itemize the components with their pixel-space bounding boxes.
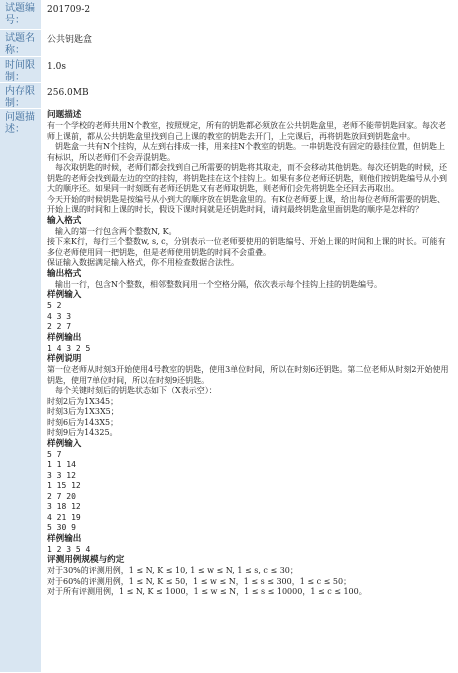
sample-output-2: 1 2 3 5 4 (47, 544, 91, 554)
output-paragraph: 输出一行，包含N个整数，相邻整数间用一个空格分隔，依次表示每个挂钩上挂的钥匙编号。 (55, 279, 382, 289)
explain-paragraph: 第一位老师从时刻3开始使用4号教室的钥匙，使用3单位时间，所以在时刻6还钥匙。第二位老师从时刻2开始使用钥匙，使用7单位时间，所以在时刻9还钥匙。 (47, 365, 449, 385)
section-heading: 输入格式 (47, 215, 82, 226)
explain-line: 时刻9后为14325。 (47, 428, 118, 437)
input-paragraph: 保证输入数据满足输入格式，你不用检查数据合法性。 (47, 258, 239, 267)
meta-row-memory (0, 83, 458, 109)
input-paragraph: 接下来K行，每行三个整数w, s, c，分别表示一位老师要使用的钥匙编号、开始上课的时间和上课的时长。可能有多位老师使用同一把钥匙，但是老师使用钥匙的时间不会重叠。 (47, 237, 446, 257)
section-heading: 样例输出 (47, 533, 82, 544)
explain-line: 时刻3后为1X3X5； (47, 407, 119, 416)
section-heading: 问题描述 (47, 110, 82, 120)
section-heading: 样例输出 (47, 332, 82, 343)
meta-label: 试题编号： (0, 0, 41, 30)
scale-line: 对于所有评测用例，1 ≤ N, K ≤ 1000，1 ≤ w ≤ N，1 ≤ s ≤ 10000，1 ≤ c ≤ 100。 (47, 587, 367, 596)
problem-body-row (0, 109, 458, 673)
explain-line: 时刻6后为143X5； (47, 417, 119, 427)
section-heading: 样例说明 (47, 354, 82, 364)
meta-label: 试题名称： (0, 30, 41, 57)
problem-content (41, 109, 458, 673)
body-label: 问题描述： (0, 109, 41, 673)
time-limit: 1.0s (47, 62, 66, 72)
desc-paragraph: 钥匙盒一共有N个挂钩，从左到右排成一排，用来挂N个教室的钥匙。一串钥匙没有固定的悬挂位置，但钥匙上有标识，所以老师们不会弄混钥匙。 (47, 142, 445, 162)
explain-line: 时刻2后为1X345； (47, 396, 119, 406)
scale-line: 对于60%的评测用例，1 ≤ N, K ≤ 50，1 ≤ w ≤ N，1 ≤ s ≤ 300，1 ≤ c ≤ 50； (47, 576, 352, 586)
section-heading: 样例输入 (47, 290, 82, 300)
scale-line: 对于30%的评测用例，1 ≤ N, K ≤ 10, 1 ≤ w ≤ N, 1 ≤ s, c ≤ 30； (47, 566, 298, 575)
section-heading: 样例输入 (47, 438, 82, 449)
sample-input-1: 5 2 4 3 3 2 2 7 (47, 301, 72, 331)
meta-label: 时间限制： (0, 57, 41, 83)
desc-paragraph: 有一个学校的老师共用N个教室，按照规定，所有的钥匙都必须放在公共钥匙盒里，老师不能带钥匙回家。每次老师上课前，都从公共钥匙盒里找到自己上课的教室的钥匙去开门，上完课后，再将钥匙放回到钥匙盒中。 (47, 121, 446, 141)
meta-row-time (0, 57, 458, 83)
section-heading: 评测用例规模与约定 (47, 555, 125, 565)
desc-paragraph: 每次取钥匙的时候，老师们都会找到自己所需要的钥匙将其取走，而不会移动其他钥匙。每次还钥匙的时候，还钥匙的老师会找到最左边的空的挂钩，将钥匙挂在这个挂钩上。如果有多位老师还钥匙，则他们按钥匙编号从小到大的顺序还。如果同一时刻既有老师还钥匙又有老师取钥匙，则老师们会先将钥匙全还回去再取出。 (47, 163, 447, 193)
problem-id: 201709-2 (47, 5, 91, 15)
input-paragraph: 输入的第一行包含两个整数N, K。 (55, 226, 177, 236)
sample-input-2: 5 7 1 1 14 3 3 12 1 15 12 2 7 20 3 18 12 4 21 19 5 30 9 (47, 449, 81, 532)
desc-paragraph: 今天开始的时候钥匙是按编号从小到大的顺序放在钥匙盒里的。有K位老师要上课，给出每位老师所需要的钥匙、开始上课的时间和上课的时长，假设下课时间就是还钥匙时间，请问最终钥匙盒里面钥匙的顺序是怎样的？ (47, 194, 445, 214)
meta-label: 内存限制： (0, 83, 41, 109)
sample-output-1: 1 4 3 2 5 (47, 343, 91, 353)
memory-limit: 256.0MB (47, 88, 89, 98)
meta-row-id (0, 0, 458, 30)
problem-name: 公共钥匙盒 (47, 35, 93, 45)
section-heading: 输出格式 (47, 268, 82, 279)
explain-paragraph: 每个关键时刻后的钥匙状态如下（X表示空）： (55, 386, 217, 395)
meta-row-name (0, 30, 458, 57)
